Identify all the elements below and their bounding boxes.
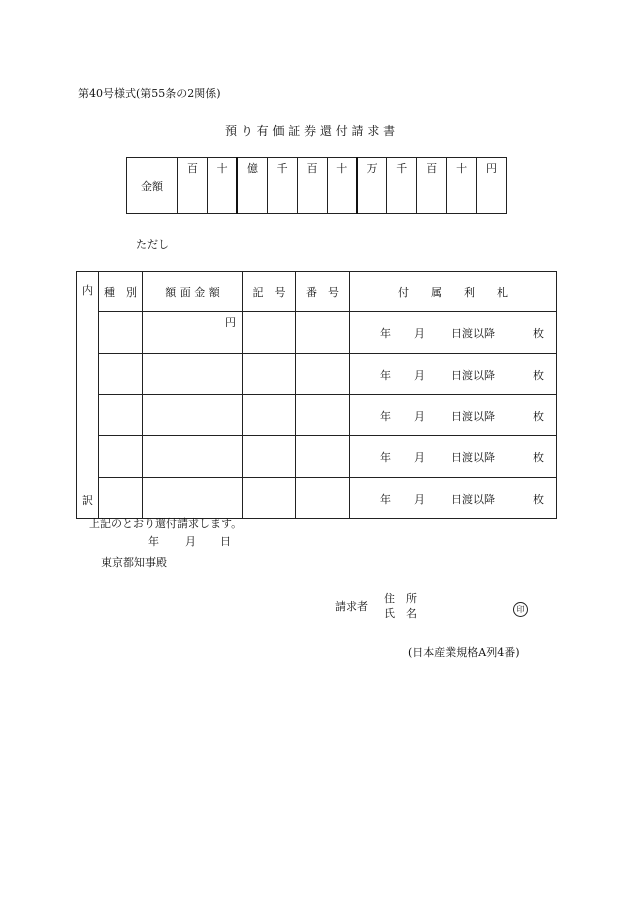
proviso-label: ただし (136, 238, 169, 251)
year-label: 年 (380, 368, 391, 382)
name-label: 氏 名 (384, 607, 417, 620)
month-label: 月 (414, 327, 425, 341)
transfer-label: 日渡以降 (451, 492, 495, 506)
amount-table (126, 157, 507, 214)
year-label: 年 (380, 451, 391, 465)
sheets-label: 枚 (533, 410, 544, 424)
date-month: 月 (185, 535, 196, 548)
table-row (77, 353, 557, 394)
table-row (77, 477, 557, 518)
month-label: 月 (414, 451, 425, 465)
year-label: 年 (380, 410, 391, 424)
header-number: 番 号 (296, 272, 350, 312)
transfer-label: 日渡以降 (451, 410, 495, 424)
header-face-value: 額 面 金 額 (143, 272, 243, 312)
header-symbol: 記 号 (243, 272, 296, 312)
amount-unit-cell: 十 (447, 158, 477, 214)
side-label-top: 内 (82, 284, 93, 297)
yen-unit: 円 (143, 312, 243, 353)
header-coupons: 付 属 利 札 (350, 272, 557, 312)
sheets-label: 枚 (533, 492, 544, 506)
breakdown-side-label (77, 272, 99, 519)
transfer-label: 日渡以降 (451, 451, 495, 465)
month-label: 月 (414, 410, 425, 424)
side-label-bottom: 訳 (82, 494, 93, 507)
address-label: 住 所 (384, 592, 417, 605)
sheets-label: 枚 (533, 327, 544, 341)
amount-label: 金額 (127, 158, 178, 214)
amount-unit-cell: 億 (237, 158, 267, 214)
amount-unit-cell: 万 (357, 158, 387, 214)
sheets-label: 枚 (533, 368, 544, 382)
sheets-label: 枚 (533, 451, 544, 465)
date-day: 日 (220, 535, 231, 548)
amount-unit-cell: 百 (178, 158, 208, 214)
amount-unit-cell: 千 (387, 158, 417, 214)
form-number: 第40号様式(第55条の2関係) (78, 87, 221, 100)
month-label: 月 (414, 368, 425, 382)
table-row (77, 312, 557, 353)
month-label: 月 (414, 492, 425, 506)
amount-unit-cell: 百 (297, 158, 327, 214)
addressee: 東京都知事殿 (101, 556, 167, 569)
breakdown-table (76, 271, 557, 519)
date-year: 年 (148, 535, 159, 548)
amount-unit-cell: 千 (267, 158, 297, 214)
header-kind: 種 別 (99, 272, 143, 312)
year-label: 年 (380, 492, 391, 506)
document-title: 預 り 有 価 証 券 還 付 請 求 書 (225, 124, 396, 138)
table-row (77, 394, 557, 435)
amount-unit-cell: 百 (417, 158, 447, 214)
amount-unit-cell: 円 (477, 158, 507, 214)
transfer-label: 日渡以降 (451, 368, 495, 382)
amount-unit-cell: 十 (327, 158, 357, 214)
request-statement: 上記のとおり還付請求します。 (89, 517, 243, 530)
year-label: 年 (380, 327, 391, 341)
table-row (77, 436, 557, 477)
transfer-label: 日渡以降 (451, 327, 495, 341)
seal-mark: 印 (513, 602, 528, 617)
claimant-label: 請求者 (335, 600, 368, 613)
footer-note: (日本産業規格A列4番) (408, 646, 520, 659)
amount-unit-cell: 十 (207, 158, 237, 214)
